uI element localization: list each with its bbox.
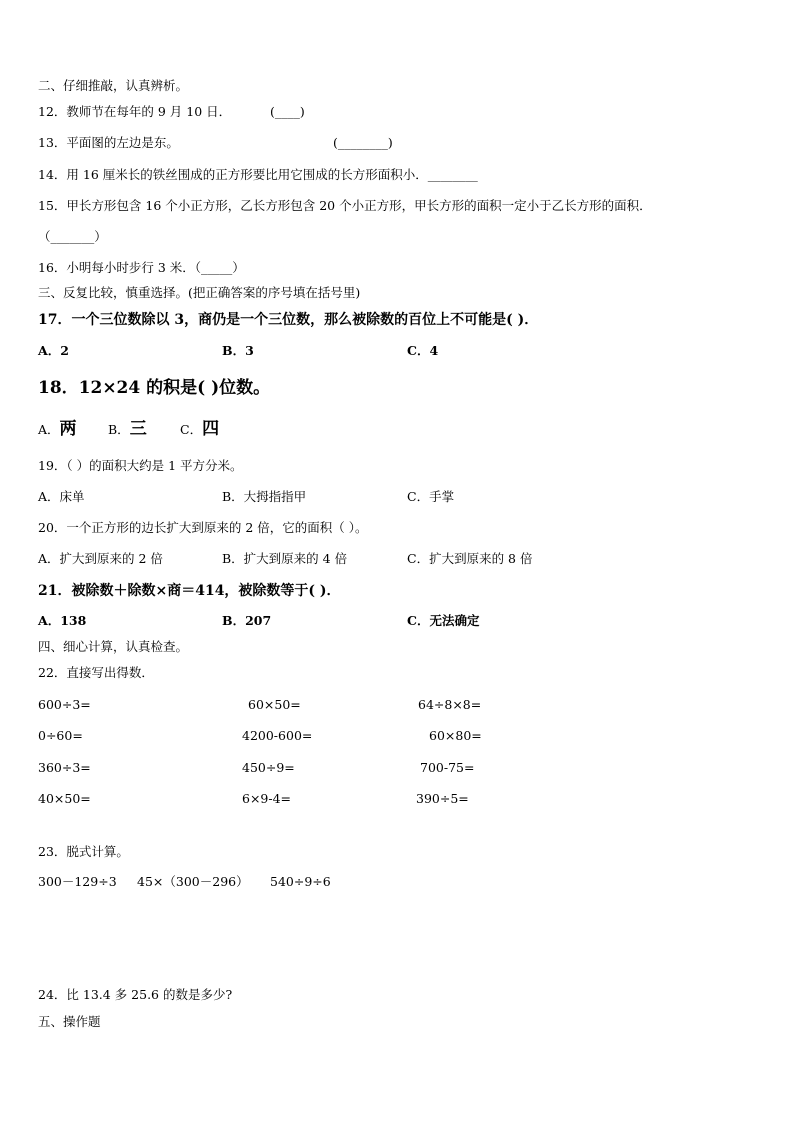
question-17-option-c[interactable]: C．4: [407, 343, 439, 358]
calc-cell: 450÷9=: [242, 760, 295, 775]
calc-cell: 40×50=: [38, 791, 91, 806]
section-2-heading: 二、仔细推敲，认真辨析。: [38, 78, 189, 93]
question-24: 24．比 13.4 多 25.6 的数是多少?: [38, 987, 233, 1002]
question-15: 15．甲长方形包含 16 个小正方形，乙长方形包含 20 个小正方形，甲长方形的面积一定小于乙长方形的面积．: [38, 198, 652, 213]
section-4-heading: 四、细心计算，认真检查。: [38, 639, 189, 654]
calc-cell: 390÷5=: [416, 791, 469, 806]
question-18-option-b-text: 三: [129, 419, 147, 439]
question-21-option-b[interactable]: B．207: [222, 613, 272, 628]
question-12-text: 12．教师节在每年的 9 月 10 日．: [38, 104, 232, 119]
question-18-option-a-text: 两: [59, 419, 77, 439]
question-21-option-a[interactable]: A．138: [38, 613, 87, 628]
question-12: [38, 106, 231, 119]
question-15-answer-blank[interactable]: （_______）: [38, 229, 107, 244]
question-22: 22．直接写出得数．: [38, 665, 154, 680]
question-14: 14．用 16 厘米长的铁丝围成的正方形要比用它围成的长方形面积小．________: [38, 167, 478, 182]
expression-3: 540÷9÷6: [270, 874, 331, 889]
expression-1: 300－129÷3: [38, 874, 117, 889]
question-19-option-a[interactable]: A．床单: [38, 489, 85, 504]
calc-cell: 60×80=: [429, 728, 482, 743]
question-21: 21．被除数＋除数×商＝414，被除数等于( )．: [38, 583, 341, 599]
question-12-answer-blank[interactable]: (____): [270, 104, 305, 119]
calc-cell: 0÷60=: [38, 728, 83, 743]
question-19-option-c[interactable]: C．手掌: [407, 489, 455, 504]
question-20: 20．一个正方形的边长扩大到原来的 2 倍，它的面积（ ）。: [38, 520, 368, 535]
question-19: 19．（ ）的面积大约是 1 平方分米。: [38, 458, 243, 473]
question-18-option-c-prefix: C．: [180, 422, 203, 437]
question-17: 17．一个三位数除以 3，商仍是一个三位数，那么被除数的百位上不可能是( )．: [38, 312, 539, 328]
question-16: 16．小明每小时步行 3 米．（_____）: [38, 260, 245, 275]
question-18-option-b-prefix: B．: [108, 422, 130, 437]
question-18-option-c[interactable]: [180, 421, 219, 438]
question-17-option-a[interactable]: A．2: [38, 343, 69, 358]
question-23: 23．脱式计算。: [38, 844, 129, 859]
question-13-text: 13．平面图的左边是东。: [38, 135, 179, 150]
question-20-option-a[interactable]: A．扩大到原来的 2 倍: [38, 551, 163, 566]
section-3-heading: 三、反复比较，慎重选择。(把正确答案的序号填在括号里): [38, 285, 361, 300]
section-5-heading: 五、操作题: [38, 1014, 101, 1029]
calc-cell: 700-75=: [420, 760, 475, 775]
calc-cell: 600÷3=: [38, 697, 91, 712]
calc-cell: 64÷8×8=: [418, 697, 482, 712]
question-20-option-b[interactable]: B．扩大到原来的 4 倍: [222, 551, 348, 566]
expression-2: 45×（300－296）: [137, 874, 249, 889]
question-18-option-c-text: 四: [202, 419, 220, 439]
question-20-option-c[interactable]: C．扩大到原来的 8 倍: [407, 551, 533, 566]
question-13: [38, 137, 179, 150]
calc-cell: 4200-600=: [242, 728, 313, 743]
calc-cell: 60×50=: [248, 697, 301, 712]
calc-cell: 6×9-4=: [242, 791, 292, 806]
question-18-option-b[interactable]: [108, 421, 147, 438]
calc-cell: 360÷3=: [38, 760, 91, 775]
question-18-option-a-prefix: A．: [38, 422, 60, 437]
question-13-answer-blank[interactable]: (________): [333, 135, 393, 150]
question-18: 18．12×24 的积是( )位数。: [38, 378, 271, 398]
question-19-option-b[interactable]: B．大拇指指甲: [222, 489, 307, 504]
question-17-option-b[interactable]: B．3: [222, 343, 254, 358]
question-21-option-c[interactable]: C．无法确定: [407, 613, 480, 628]
question-18-option-a[interactable]: [38, 421, 77, 438]
